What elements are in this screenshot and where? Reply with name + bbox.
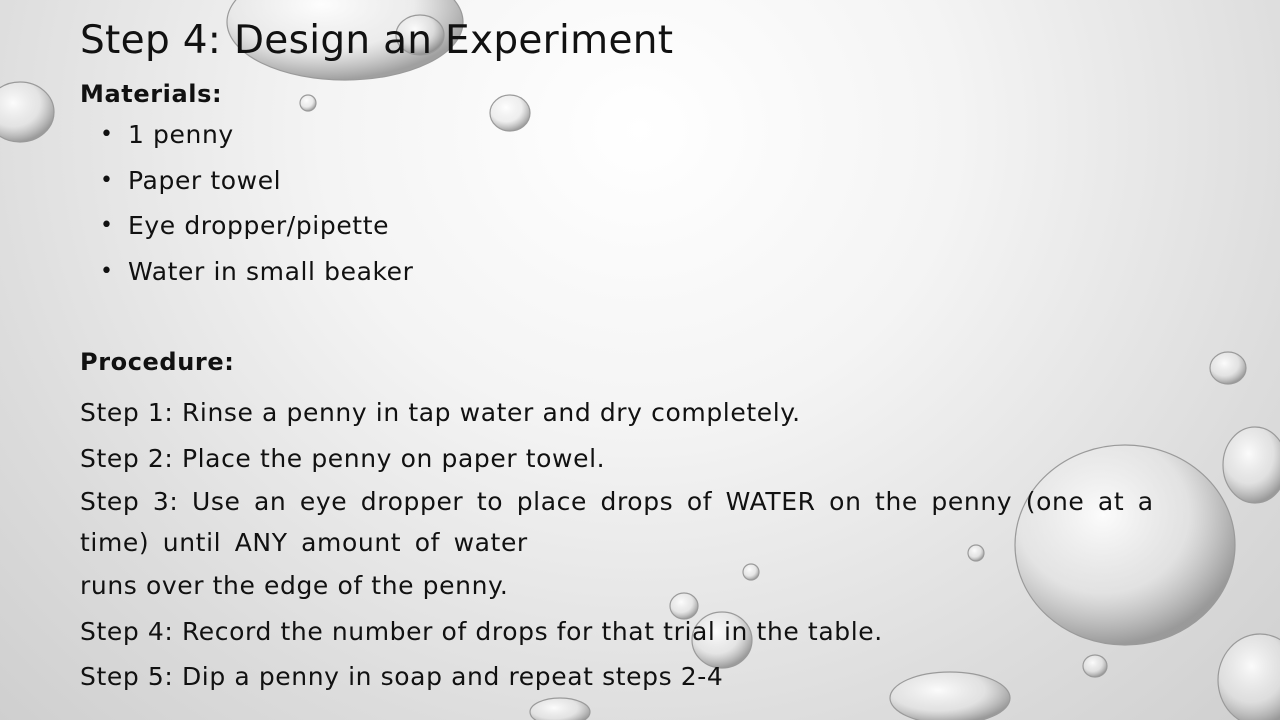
bullet-icon: • — [100, 122, 114, 147]
bullet-icon: • — [100, 258, 114, 284]
material-label: Paper towel — [128, 165, 282, 195]
procedure-step: Step 2: Place the penny on paper towel. — [80, 443, 606, 473]
list-item — [100, 255, 414, 301]
procedure-steps — [80, 390, 1210, 700]
procedure-step: Step 1: Rinse a penny in tap water and dry completely. — [80, 398, 801, 427]
list-item — [100, 209, 414, 255]
slide-title: Step 4: Design an Experiment — [80, 18, 674, 63]
bullet-icon: • — [100, 213, 114, 238]
procedure-step: Step 5: Dip a penny in soap and repeat steps 2-4 — [80, 662, 724, 691]
procedure-heading: Procedure: — [80, 348, 235, 376]
material-label: Water in small beaker — [128, 256, 414, 286]
procedure-step: Step 3: Use an eye dropper to place drops of WATER on the penny (one at a time) until ANY amount of water — [80, 487, 1154, 557]
material-label: Eye dropper/pipette — [128, 211, 390, 240]
material-label: 1 penny — [128, 120, 234, 149]
procedure-step: runs over the edge of the penny. — [80, 571, 509, 600]
procedure-step: Step 4: Record the number of drops for that trial in the table. — [80, 616, 883, 646]
materials-heading: Materials: — [80, 80, 223, 108]
materials-list — [100, 118, 414, 300]
list-item — [100, 164, 414, 210]
list-item — [100, 118, 414, 164]
bullet-icon: • — [100, 167, 114, 193]
